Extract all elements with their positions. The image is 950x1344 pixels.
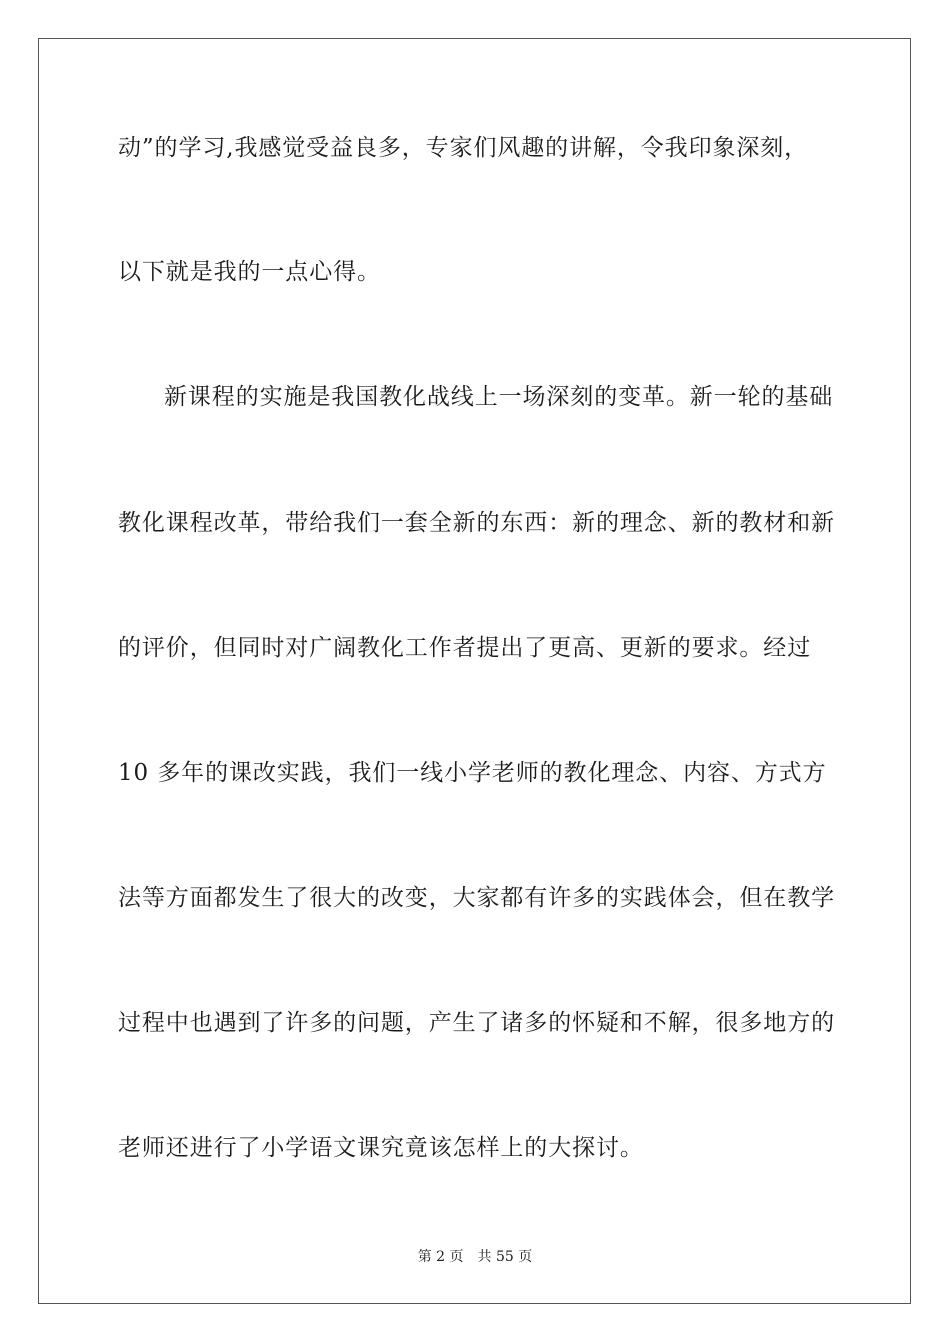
- page-footer: [0, 1248, 950, 1266]
- body-text-line: 动”的学习,我感觉受益良多，专家们风趣的讲解，令我印象深刻，: [118, 135, 809, 161]
- body-text-line: 以下就是我的一点心得。: [118, 259, 381, 285]
- body-text-line: 的评价，但同时对广阔教化工作者提出了更高、更新的要求。经过: [118, 635, 812, 661]
- total-pages: 共 55 页: [477, 1249, 533, 1265]
- body-text-line: 10 多年的课改实践，我们一线小学老师的教化理念、内容、方式方: [118, 760, 827, 786]
- body-text-line: 法等方面都发生了很大的改变，大家都有许多的实践体会，但在教学: [118, 885, 835, 911]
- paragraph-first-line: 新课程的实施是我国教化战线上一场深刻的变革。新一轮的基础: [164, 384, 834, 410]
- body-text-line: 教化课程改革，带给我们一套全新的东西：新的理念、新的教材和新: [118, 510, 835, 536]
- body-text-line: 老师还进行了小学语文课究竟该怎样上的大探讨。: [118, 1135, 644, 1161]
- page-border: [38, 38, 911, 1304]
- body-text-line: 过程中也遇到了许多的问题，产生了诸多的怀疑和不解，很多地方的: [118, 1010, 835, 1036]
- page-number: 第 2 页: [417, 1249, 464, 1265]
